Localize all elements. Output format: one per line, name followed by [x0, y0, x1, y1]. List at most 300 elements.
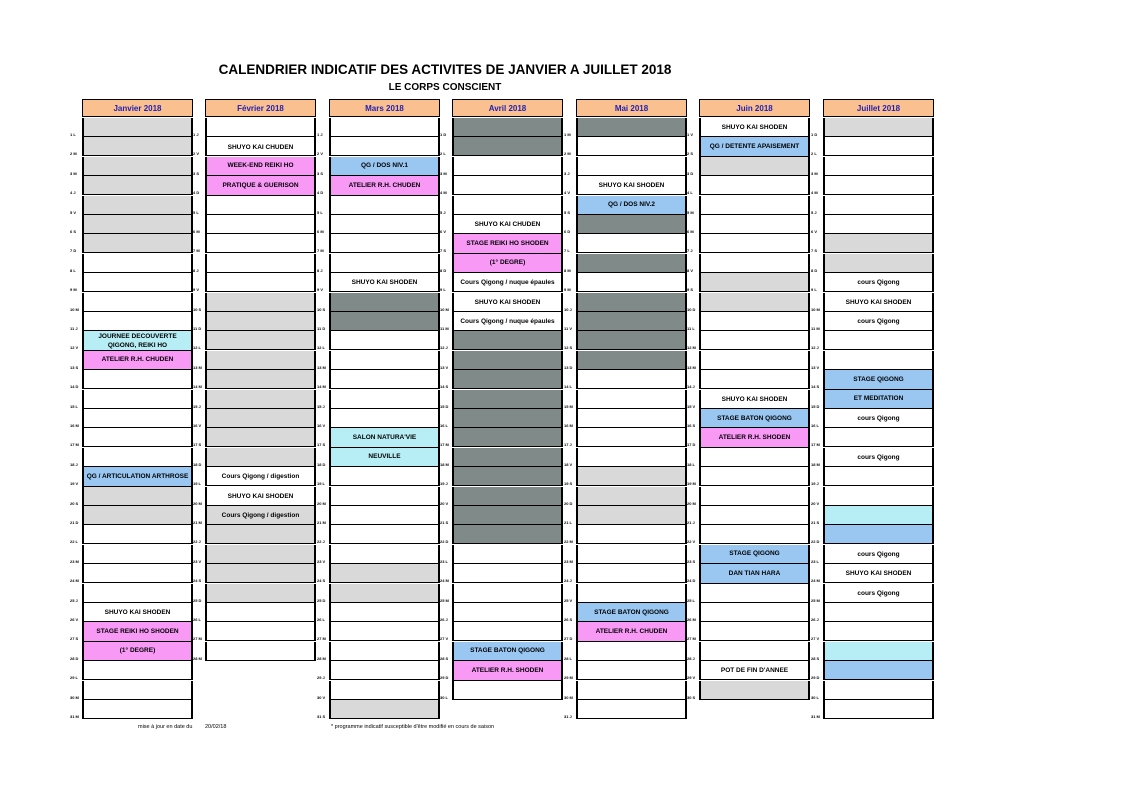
calendar-event — [205, 157, 316, 176]
day-cell — [82, 390, 193, 409]
day-cell — [823, 196, 934, 215]
day-cell — [452, 370, 563, 389]
day-label: 30 M — [70, 694, 79, 700]
day-cell — [329, 545, 440, 564]
calendar-event — [823, 312, 934, 331]
day-cell — [699, 467, 810, 486]
day-cell — [329, 312, 440, 331]
month-column — [452, 99, 563, 674]
day-label: 12 L — [193, 345, 202, 351]
day-label: 9 M — [564, 287, 571, 293]
day-cell — [823, 157, 934, 176]
day-label: 10 S — [317, 306, 326, 312]
day-cell — [823, 137, 934, 156]
day-cell — [329, 118, 440, 137]
day-cell — [452, 390, 563, 409]
calendar-event — [823, 564, 934, 583]
day-label: 17 S — [193, 442, 202, 448]
day-cell — [452, 428, 563, 447]
calendar-event — [82, 622, 193, 641]
day-label: 20 D — [564, 500, 573, 506]
day-cell — [699, 351, 810, 370]
day-cell — [329, 137, 440, 156]
day-label: 15 J — [317, 403, 325, 409]
day-label: 17 D — [687, 442, 696, 448]
day-cell — [699, 525, 810, 544]
day-cell — [329, 661, 440, 680]
day-cell — [576, 137, 687, 156]
event-label: QG / DOS NIV.1 — [360, 162, 409, 170]
calendar-event — [699, 661, 810, 680]
calendar-event — [699, 564, 810, 583]
calendar-event — [329, 157, 440, 176]
day-label: 29 D — [440, 675, 449, 681]
day-label: 15 D — [811, 403, 820, 409]
day-label: 8 V — [687, 267, 694, 273]
day-cell — [205, 234, 316, 253]
event-label: (1° DEGRE) — [489, 259, 526, 267]
day-cell — [823, 234, 934, 253]
calendar-event — [329, 448, 440, 467]
day-label: 19 J — [440, 481, 448, 487]
day-label: 28 D — [70, 655, 79, 661]
day-label: 18 V — [564, 461, 573, 467]
day-label: 31 M — [811, 714, 820, 719]
day-label: 2 V — [193, 151, 200, 157]
day-label: 16 S — [687, 423, 696, 428]
day-label: 4 L — [687, 190, 693, 196]
day-cell — [576, 428, 687, 447]
event-label: WEEK-END REIKI HO — [227, 162, 294, 170]
event-label: SHUYO KAI SHODEN — [598, 182, 665, 190]
day-label: 4 M — [440, 190, 447, 196]
day-label: 23 V — [193, 558, 202, 564]
day-label: 23 S — [687, 558, 696, 564]
month-header: Janvier 2018 — [82, 99, 193, 117]
day-cell — [205, 642, 316, 661]
day-label: 3 M — [70, 170, 77, 176]
calendar-event — [823, 293, 934, 312]
day-label: 3 J — [564, 170, 570, 176]
day-label: 19 V — [70, 481, 79, 487]
day-label: 15 M — [564, 403, 573, 409]
day-cell — [699, 487, 810, 506]
day-cell — [452, 467, 563, 486]
day-label: 24 M — [811, 578, 820, 584]
calendar-event — [82, 642, 193, 661]
day-cell — [205, 584, 316, 603]
day-cell — [452, 506, 563, 525]
calendar-event — [699, 409, 810, 428]
day-cell — [823, 467, 934, 486]
day-label: 17 M — [811, 442, 820, 448]
day-label: 24 M — [440, 578, 449, 584]
update-date: 20/02/18 — [205, 724, 227, 730]
calendar-event — [82, 351, 193, 370]
day-cell — [329, 196, 440, 215]
day-label: 8 D — [811, 267, 818, 273]
event-label: SHUYO KAI SHODEN — [721, 395, 788, 403]
day-cell — [452, 331, 563, 350]
calendar-event — [205, 467, 316, 486]
day-cell — [823, 700, 934, 719]
day-label: 13 M — [193, 364, 202, 370]
day-label: 5 M — [687, 209, 694, 215]
day-label: 21 S — [440, 520, 449, 525]
event-label: SHUYO KAI CHUDEN — [474, 221, 541, 229]
day-label: 28 J — [687, 655, 695, 661]
event-label: JOURNEE DECOUVERTE QIGONG, REIKI HO — [98, 332, 177, 349]
day-label: 22 L — [70, 539, 79, 545]
day-label: 20 M — [687, 500, 696, 506]
day-cell — [452, 157, 563, 176]
day-cell — [205, 370, 316, 389]
day-cell — [452, 409, 563, 428]
day-cell — [82, 215, 193, 234]
day-cell — [205, 312, 316, 331]
day-cell — [823, 215, 934, 234]
day-cell — [205, 448, 316, 467]
calendar-event — [82, 331, 193, 350]
day-cell — [699, 176, 810, 195]
day-cell — [576, 409, 687, 428]
month-header: Juillet 2018 — [823, 99, 934, 117]
day-label: 6 M — [317, 229, 324, 234]
event-label: SHUYO KAI SHODEN — [845, 570, 912, 578]
day-cell — [82, 234, 193, 253]
day-cell — [205, 390, 316, 409]
day-label: 10 J — [564, 306, 572, 312]
day-cell — [82, 661, 193, 680]
day-cell — [329, 487, 440, 506]
event-label: ATELIER R.H. CHUDEN — [101, 356, 174, 364]
day-label: 7 S — [440, 248, 447, 254]
day-label: 8 M — [564, 267, 571, 273]
day-label: 10 M — [440, 306, 449, 312]
event-label: STAGE BATON QIGONG — [470, 647, 545, 655]
day-label: 8 L — [70, 267, 76, 273]
event-label: SHUYO KAI SHODEN — [474, 298, 541, 306]
day-label: 28 S — [440, 655, 449, 661]
day-label: 23 L — [811, 558, 820, 564]
day-cell — [823, 254, 934, 273]
calendar-event — [452, 234, 563, 253]
day-label: 2 M — [70, 151, 77, 157]
day-label: 20 V — [440, 500, 449, 506]
day-label: 6 S — [70, 229, 77, 234]
day-label: 12 V — [70, 345, 79, 351]
day-cell — [576, 215, 687, 234]
day-label: 9 L — [811, 287, 817, 293]
day-label: 14 S — [440, 384, 449, 390]
day-label: 2 L — [811, 151, 817, 157]
day-label: 2 S — [687, 151, 694, 157]
day-cell — [82, 448, 193, 467]
day-cell — [452, 525, 563, 544]
day-cell — [699, 681, 810, 700]
day-label: 30 L — [440, 694, 449, 700]
day-label: 26 J — [440, 617, 448, 622]
day-label: 10 M — [70, 306, 79, 312]
day-cell — [329, 642, 440, 661]
day-cell — [576, 584, 687, 603]
event-label: cours Qigong — [857, 415, 900, 423]
day-cell — [699, 642, 810, 661]
day-cell — [329, 234, 440, 253]
calendar-event — [823, 448, 934, 467]
day-cell — [576, 390, 687, 409]
day-label: 8 D — [440, 267, 447, 273]
event-label: SHUYO KAI SHODEN — [104, 609, 171, 617]
day-label: 12 M — [687, 345, 696, 351]
day-cell — [823, 331, 934, 350]
day-cell — [576, 118, 687, 137]
day-label: 9 M — [70, 287, 77, 293]
day-label: 29 J — [317, 675, 325, 681]
calendar-event — [576, 603, 687, 622]
day-label: 28 M — [317, 655, 326, 661]
day-cell — [82, 137, 193, 156]
day-cell — [576, 370, 687, 389]
calendar-event — [205, 176, 316, 195]
day-cell — [823, 351, 934, 370]
day-cell — [329, 351, 440, 370]
day-label: 1 D — [440, 132, 447, 137]
calendar-event — [576, 196, 687, 215]
day-cell — [823, 118, 934, 137]
day-label: 6 M — [687, 229, 694, 234]
day-label: 3 S — [317, 170, 324, 176]
calendar-event — [823, 584, 934, 603]
day-label: 5 J — [811, 209, 817, 215]
day-label: 27 M — [317, 636, 326, 642]
month-column — [823, 99, 934, 597]
day-label: 26 L — [317, 617, 326, 622]
day-cell — [82, 681, 193, 700]
day-label: 26 L — [193, 617, 202, 622]
calendar-event — [452, 642, 563, 661]
day-label: 16 M — [70, 423, 79, 428]
day-cell — [452, 351, 563, 370]
day-cell — [205, 215, 316, 234]
month-column — [699, 99, 810, 675]
day-cell — [699, 603, 810, 622]
day-label: 15 L — [70, 403, 79, 409]
day-cell — [576, 681, 687, 700]
day-label: 29 M — [564, 675, 573, 681]
calendar-event — [452, 215, 563, 234]
day-label: 5 V — [70, 209, 77, 215]
day-label: 5 S — [564, 209, 571, 215]
day-label: 23 L — [440, 558, 449, 564]
day-cell — [82, 312, 193, 331]
day-label: 20 M — [193, 500, 202, 506]
day-label: 28 S — [811, 655, 820, 661]
day-label: 25 M — [811, 597, 820, 603]
day-label: 24 D — [687, 578, 696, 584]
event-label: QG / DETENTE APAISEMENT — [709, 143, 800, 151]
day-label: 22 J — [317, 539, 325, 545]
event-label: Cours Qigong / digestion — [221, 473, 300, 481]
day-cell — [452, 584, 563, 603]
day-cell — [82, 157, 193, 176]
day-label: 7 L — [564, 248, 570, 254]
day-label: 19 L — [193, 481, 202, 487]
day-cell — [82, 545, 193, 564]
day-cell — [82, 196, 193, 215]
event-label: SHUYO KAI SHODEN — [845, 298, 912, 306]
day-label: 4 V — [564, 190, 571, 196]
day-label: 13 V — [440, 364, 449, 370]
day-cell — [205, 603, 316, 622]
event-label: SHUYO KAI SHODEN — [351, 279, 418, 287]
day-label: 13 S — [70, 364, 79, 370]
day-label: 13 D — [564, 364, 573, 370]
day-label: 10 M — [811, 306, 820, 312]
day-cell — [329, 370, 440, 389]
day-label: 24 S — [193, 578, 202, 584]
event-label: cours Qigong — [857, 279, 900, 287]
day-label: 25 J — [70, 597, 78, 603]
day-cell — [452, 603, 563, 622]
day-cell — [452, 622, 563, 641]
day-label: 16 V — [193, 423, 202, 428]
calendar-event — [699, 118, 810, 137]
day-label: 10 D — [687, 306, 696, 312]
day-label: 30 V — [317, 694, 326, 700]
day-label: 9 L — [440, 287, 446, 293]
day-label: 16 L — [811, 423, 820, 428]
day-cell — [205, 118, 316, 137]
day-cell — [205, 525, 316, 544]
day-label: 15 D — [440, 403, 449, 409]
day-label: 27 M — [193, 636, 202, 642]
day-label: 5 L — [317, 209, 323, 215]
day-label: 1 M — [564, 132, 571, 137]
footer-note: * programme indicatif susceptible d'être modifié en cours de saison — [331, 724, 495, 730]
day-label: 28 L — [564, 655, 573, 661]
event-label: QG / DOS NIV.2 — [607, 201, 656, 209]
day-label: 27 S — [70, 636, 79, 642]
calendar-event — [699, 390, 810, 409]
day-cell — [82, 293, 193, 312]
day-cell — [699, 196, 810, 215]
event-label: PRATIQUE & GUERISON — [222, 181, 299, 189]
day-cell — [823, 487, 934, 506]
day-label: 23 M — [564, 558, 573, 564]
calendar-event — [823, 545, 934, 564]
day-cell — [699, 254, 810, 273]
day-label: 14 J — [687, 384, 695, 390]
day-cell — [329, 525, 440, 544]
event-label: Cours Qigong / digestion — [221, 512, 300, 520]
day-label: 27 M — [687, 636, 696, 642]
month-column — [205, 99, 316, 520]
day-label: 8 J — [317, 267, 323, 273]
day-label: 24 M — [70, 578, 79, 584]
event-label: NEUVILLE — [368, 453, 401, 461]
day-cell — [576, 564, 687, 583]
event-label: ATELIER R.H. CHUDEN — [595, 628, 668, 636]
day-label: 17 M — [70, 442, 79, 448]
day-cell — [452, 118, 563, 137]
page-title — [0, 62, 890, 93]
day-cell — [823, 603, 934, 622]
day-cell — [452, 681, 563, 700]
event-label: STAGE QIGONG — [853, 375, 904, 383]
day-label: 13 M — [317, 364, 326, 370]
day-cell — [205, 273, 316, 292]
month-column — [329, 99, 440, 461]
day-label: 8 J — [193, 267, 199, 273]
day-label: 1 J — [317, 132, 323, 137]
day-label: 3 M — [440, 170, 447, 176]
day-label: 11 D — [193, 326, 202, 331]
day-cell — [699, 331, 810, 350]
day-cell — [452, 137, 563, 156]
calendar-event — [576, 622, 687, 641]
day-cell — [452, 448, 563, 467]
day-label: 24 J — [564, 578, 572, 584]
event-label: SHUYO KAI CHUDEN — [227, 143, 294, 151]
event-label: STAGE BATON QIGONG — [717, 414, 792, 422]
day-cell — [82, 428, 193, 447]
day-cell — [82, 525, 193, 544]
day-cell — [576, 351, 687, 370]
day-cell — [576, 506, 687, 525]
event-label: POT DE FIN D'ANNEE — [720, 667, 789, 675]
day-label: 31 J — [564, 714, 572, 719]
event-label: ATELIER R.H. SHODEN — [718, 434, 791, 442]
day-cell — [699, 157, 810, 176]
day-label: 3 S — [193, 170, 200, 176]
calendar-event — [699, 428, 810, 447]
day-label: 17 S — [317, 442, 326, 448]
day-label: 29 L — [70, 675, 79, 681]
day-cell — [205, 331, 316, 350]
day-cell — [329, 467, 440, 486]
day-label: 31 M — [70, 714, 79, 719]
day-cell — [576, 331, 687, 350]
day-label: 11 V — [564, 326, 573, 331]
day-cell — [823, 661, 934, 680]
day-label: 20 V — [811, 500, 820, 506]
day-label: 19 J — [811, 481, 819, 487]
day-cell — [82, 254, 193, 273]
day-label: 11 J — [70, 326, 78, 331]
day-cell — [699, 506, 810, 525]
event-label: STAGE BATON QIGONG — [594, 608, 669, 616]
day-label: 1 D — [811, 132, 818, 137]
day-label: 4 D — [193, 190, 200, 196]
day-label: 21 D — [70, 520, 79, 525]
day-label: 7 M — [193, 248, 200, 254]
day-label: 1 V — [687, 132, 694, 137]
month-column — [82, 99, 193, 655]
calendar-event — [823, 370, 934, 389]
month-header: Mars 2018 — [329, 99, 440, 117]
day-label: 2 V — [317, 151, 324, 157]
day-cell — [82, 118, 193, 137]
calendar-event — [452, 661, 563, 680]
day-cell — [82, 506, 193, 525]
day-cell — [452, 545, 563, 564]
day-cell — [82, 487, 193, 506]
calendar-event — [82, 603, 193, 622]
day-label: 11 D — [317, 326, 326, 331]
calendar-event — [699, 137, 810, 156]
day-cell — [205, 428, 316, 447]
